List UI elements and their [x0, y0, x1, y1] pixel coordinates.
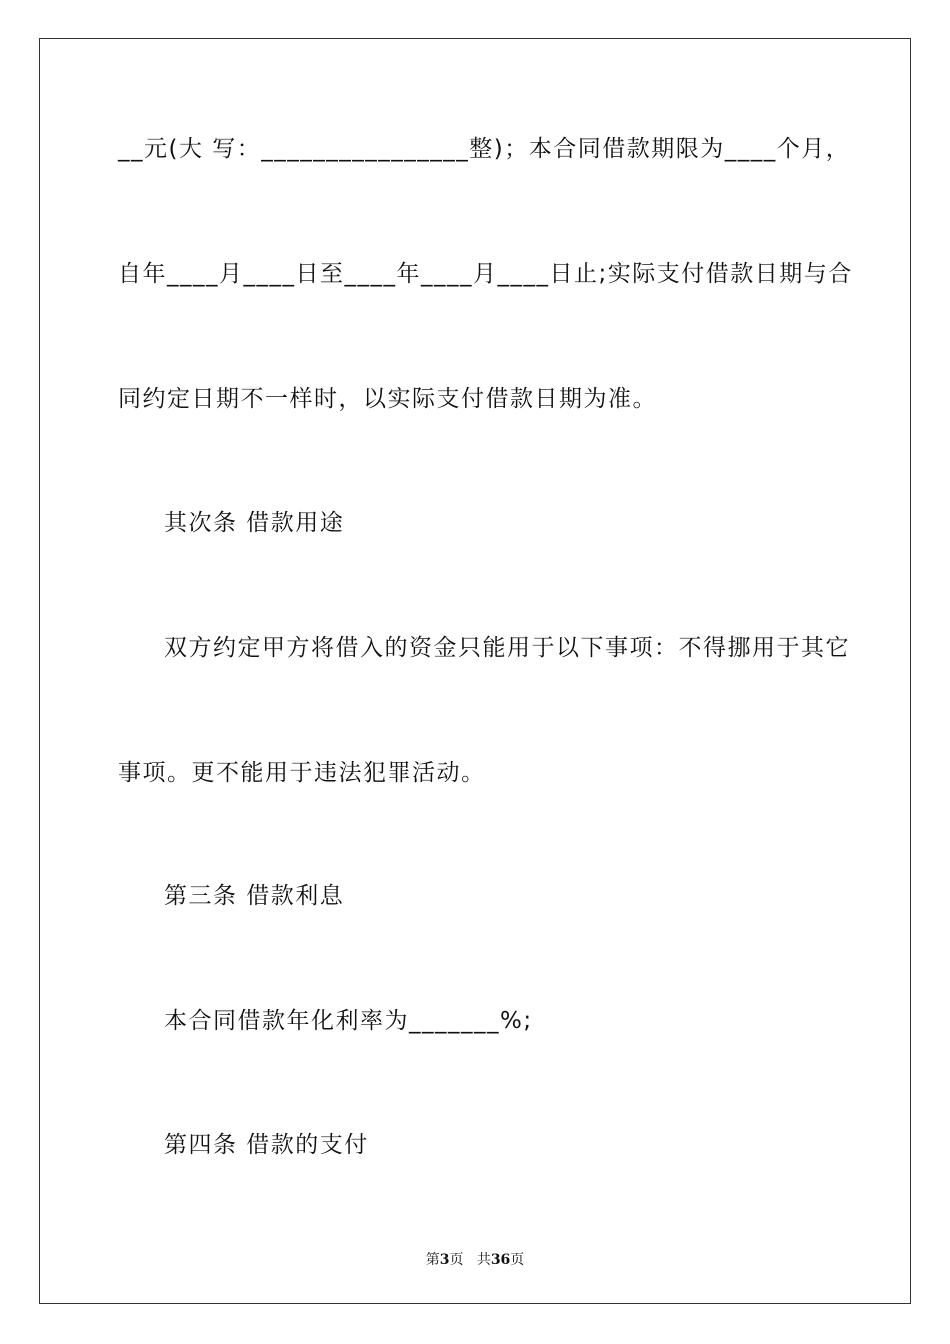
section-heading-2: 其次条 借款用途	[164, 510, 345, 536]
footer-total-prefix: 共	[476, 1252, 491, 1268]
footer-total-pages: 36	[490, 1252, 511, 1268]
page-footer	[0, 1249, 950, 1269]
footer-page-prefix: 第	[425, 1252, 440, 1268]
body-line-1: __元(大 写：________________整)；本合同借款期限为____个月，	[118, 136, 851, 162]
page-border	[39, 38, 911, 1304]
body-line-4: 双方约定甲方将借入的资金只能用于以下事项：不得挪用于其它	[164, 635, 850, 661]
section-heading-3: 第三条 借款利息	[164, 883, 345, 909]
footer-page-suffix: 页	[449, 1252, 464, 1268]
body-line-2: 自年____月____日至____年____月____日止;实际支付借款日期与合	[118, 261, 853, 287]
body-line-5: 事项。更不能用于违法犯罪活动。	[118, 760, 486, 786]
section-heading-4: 第四条 借款的支付	[164, 1132, 369, 1158]
footer-total-suffix: 页	[510, 1252, 525, 1268]
body-line-3: 同约定日期不一样时，以实际支付借款日期为准。	[118, 386, 657, 412]
body-line-6: 本合同借款年化利率为_______%;	[164, 1008, 533, 1034]
footer-page-number: 3	[439, 1252, 450, 1268]
